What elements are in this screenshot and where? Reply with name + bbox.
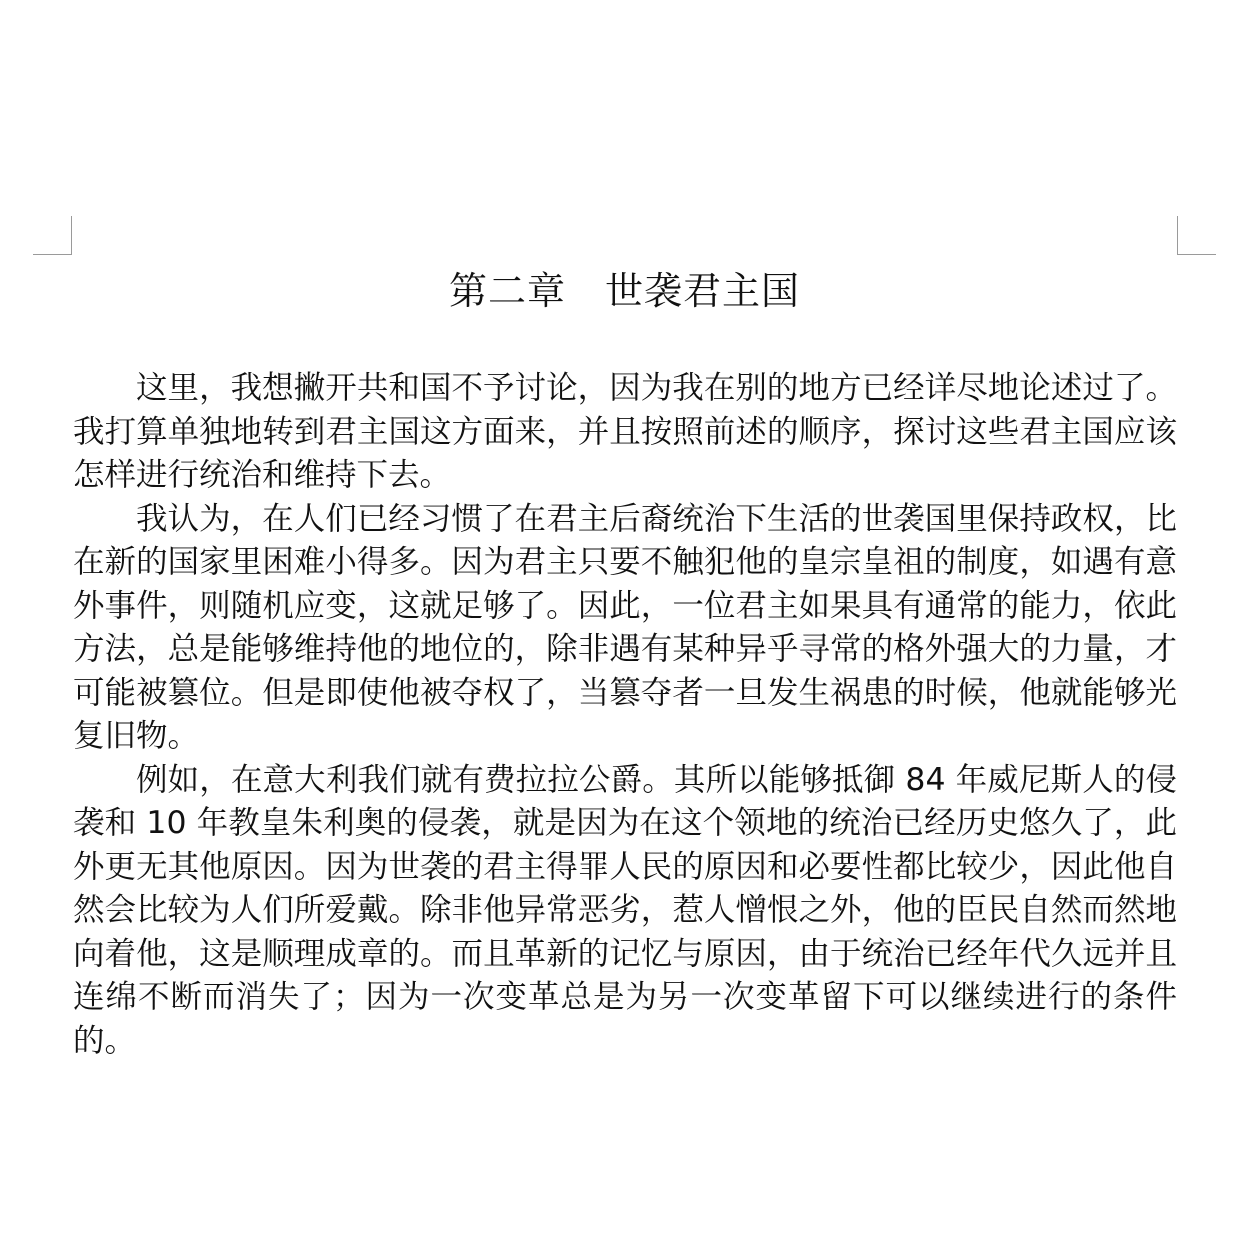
chapter-title: 第二章 世袭君主国	[448, 269, 800, 313]
body-text	[73, 367, 1177, 1063]
top-left-margin-mark	[33, 216, 72, 255]
paragraph-2: 我认为，在人们已经习惯了在君主后裔统治下生活的世袭国里保持政权，比在新的国家里困难小得多。因为君主只要不触犯他的皇宗皇祖的制度，如遇有意外事件，则随机应变，这就足够了。因此，一位君主如果具有通常的能力，依此方法，总是能够维持他的地位的，除非遇有某种异乎寻常的格外强大的力量，才可能被篡位。但是即使他被夺权了，当篡夺者一旦发生祸患的时候，他就能够光复旧物。	[73, 500, 1177, 754]
paragraph-3: 例如，在意大利我们就有费拉拉公爵。其所以能够抵御 84 年威尼斯人的侵袭和 10 年教皇朱利奥的侵袭，就是因为在这个领地的统治已经历史悠久了，此外更无其他原因。因为世袭的君主得罪人民的原因和必要性都比较少，因此他自然会比较为人们所爱戴。除非他异常恶劣，惹人憎恨之外，他的臣民自然而然地向着他，这是顺理成章的。而且革新的记忆与原因，由于统治已经年代久远并且连绵不断而消失了；因为一次变革总是为另一次变革留下可以继续进行的条件的。	[73, 761, 1177, 1059]
top-right-margin-mark	[1177, 216, 1216, 255]
paragraph-1: 这里，我想撇开共和国不予讨论，因为我在别的地方已经详尽地论述过了。我打算单独地转到君主国这方面来，并且按照前述的顺序，探讨这些君主国应该怎样进行统治和维持下去。	[73, 370, 1177, 493]
